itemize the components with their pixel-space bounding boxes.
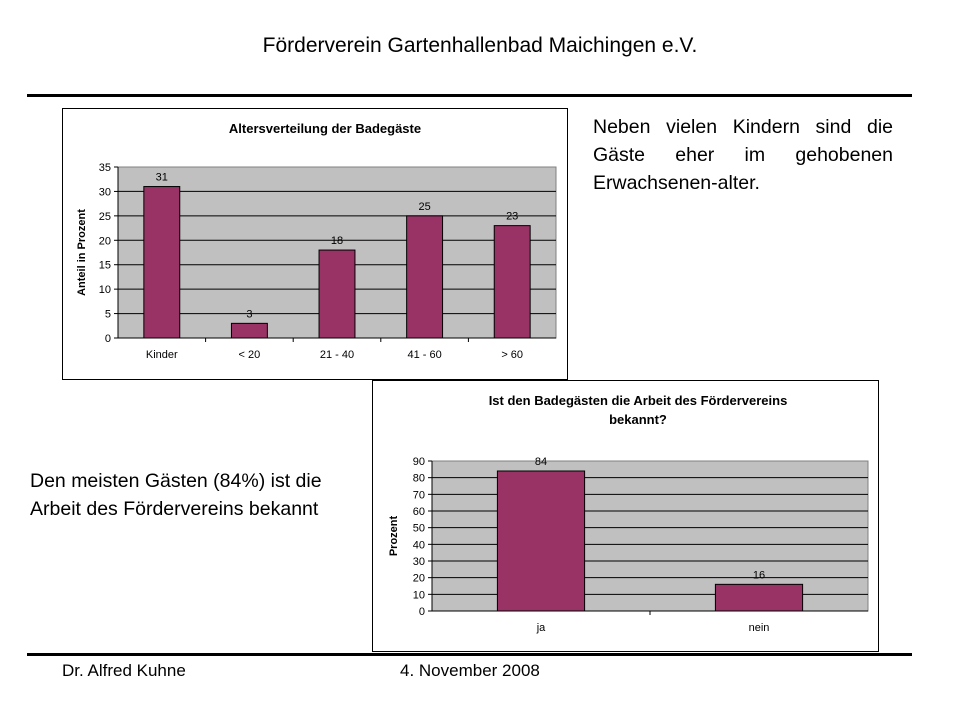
age-chart-y-tick-label: 5 (104, 308, 111, 321)
age-distribution-chart-svg (63, 109, 567, 379)
age-chart-x-tick-label: 21 - 40 (319, 349, 355, 361)
age-chart-x-tick-label: Kinder (145, 349, 178, 361)
awareness-chart-bar (715, 584, 802, 611)
awareness-chart-title: bekannt? (609, 412, 667, 427)
footer-divider (27, 653, 912, 656)
awareness-chart-y-tick-label: 70 (412, 489, 425, 502)
awareness-chart-y-tick-label: 0 (418, 606, 425, 618)
age-chart-y-tick-label: 35 (98, 162, 111, 174)
page-title: Förderverein Gartenhallenbad Maichingen e.V. (262, 34, 698, 57)
age-chart-bar (231, 323, 267, 338)
age-chart-bar (144, 187, 180, 338)
age-chart-data-label: 18 (330, 235, 344, 248)
awareness-chart (372, 380, 879, 652)
awareness-chart-x-tick-label: ja (536, 622, 546, 634)
awareness-chart-y-tick-label: 90 (412, 456, 425, 468)
age-chart-bar (319, 250, 355, 338)
age-chart-bar (407, 216, 443, 338)
awareness-chart-y-tick-label: 40 (412, 539, 425, 552)
age-chart-y-tick-label: 25 (98, 210, 111, 223)
age-chart-y-axis-label: Anteil in Prozent (76, 209, 88, 296)
age-chart-y-tick-label: 0 (104, 333, 111, 345)
age-chart-y-tick-label: 15 (98, 259, 111, 272)
awareness-chart-y-axis-label: Prozent (388, 515, 400, 557)
age-chart-data-label: 31 (155, 171, 168, 184)
awareness-chart-y-tick-label: 30 (412, 556, 425, 568)
age-chart-x-tick-label: 41 - 60 (407, 349, 442, 361)
awareness-chart-x-tick-label: nein (748, 622, 770, 634)
age-chart-title: Altersverteilung der Badegäste (228, 121, 422, 136)
age-chart-y-tick-label: 10 (98, 284, 111, 297)
age-chart-bar (494, 226, 530, 338)
awareness-chart-data-label: 84 (534, 456, 548, 468)
age-chart-x-tick-label: > 60 (501, 349, 524, 361)
age-chart-y-tick-label: 30 (98, 186, 111, 199)
awareness-chart-data-label: 16 (752, 569, 766, 582)
header-divider (27, 94, 912, 97)
age-comment-text: Neben vielen Kindern sind die Gäste eher im gehobenen Erwachsenen-alter. (593, 116, 893, 194)
awareness-chart-bar (497, 471, 584, 611)
age-chart-y-tick-label: 20 (98, 235, 111, 248)
age-chart-data-label: 3 (246, 308, 253, 321)
age-distribution-chart (62, 108, 568, 380)
footer-author: Dr. Alfred Kuhne (62, 661, 186, 680)
awareness-chart-title: Ist den Badegästen die Arbeit des Fördervereins (488, 393, 788, 408)
awareness-chart-y-tick-label: 50 (412, 522, 425, 535)
age-chart-data-label: 25 (418, 200, 431, 213)
age-chart-data-label: 23 (506, 210, 519, 223)
awareness-chart-y-tick-label: 10 (412, 589, 425, 602)
awareness-comment-text: Den meisten Gästen (84%) ist die Arbeit des Fördervereins bekannt (30, 470, 322, 520)
awareness-chart-y-tick-label: 60 (412, 506, 425, 518)
awareness-chart-y-tick-label: 20 (412, 572, 425, 585)
awareness-chart-svg (373, 381, 878, 651)
footer-date: 4. November 2008 (400, 661, 540, 680)
age-chart-x-tick-label: < 20 (238, 349, 261, 361)
awareness-chart-y-tick-label: 80 (412, 472, 425, 485)
